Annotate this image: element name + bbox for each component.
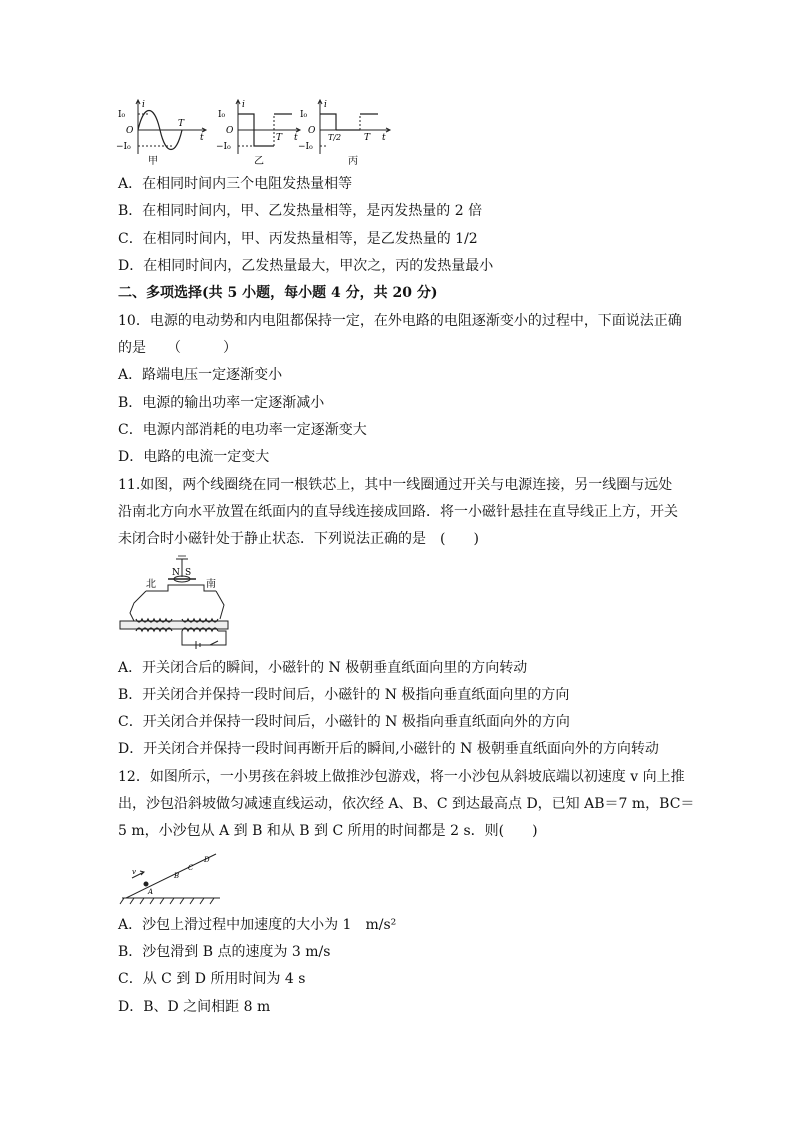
incline-a-label: A xyxy=(148,888,154,896)
q12-stem-line-3: 5 m，小沙包从 A 到 B 和从 B 到 C 所用的时间都是 2 s．则( ) xyxy=(118,823,538,839)
graph-jia-T: T xyxy=(178,119,185,129)
q12-option-d: D．B、D 之间相距 8 m xyxy=(118,999,271,1015)
q12-option-a: A．沙包上滑过程中加速度的大小为 1 m/s² xyxy=(118,917,397,933)
graph-bing-label: 丙 xyxy=(348,156,358,167)
graph-yi-T: T xyxy=(276,133,283,143)
q10-option-c: C．电源内部消耗的电功率一定逐渐变大 xyxy=(118,422,367,438)
q12-stem-line-1: 12．如图所示，一小男孩在斜坡上做推沙包游戏，将一小沙包从斜坡底端以初速度 v 向上推 xyxy=(118,769,685,785)
graph-jia xyxy=(136,100,206,154)
graph-yi-zero: O xyxy=(226,126,234,136)
q11-option-d: D．开关闭合并保持一段时间再断开后的瞬间,小磁针的 N 极朝垂直纸面向外的方向转动 xyxy=(118,741,659,757)
coil-compass-figure xyxy=(116,553,232,649)
compass-s-label: S xyxy=(185,568,192,578)
graph-bing xyxy=(318,100,390,154)
graph-bing-T: T xyxy=(364,133,371,143)
graph-bing-i0: I₀ xyxy=(300,110,308,120)
graph-jia-zero: O xyxy=(126,126,134,136)
q10-option-a: A．路端电压一定逐渐变小 xyxy=(118,367,283,383)
graph-bing-zero: O xyxy=(308,126,316,136)
graph-jia-neg-i0: −I₀ xyxy=(116,142,131,152)
south-label: 南 xyxy=(206,579,216,590)
q9-option-b: B．在相同时间内，甲、乙发热量相等，是丙发热量的 2 倍 xyxy=(118,203,483,219)
q9-option-a: A．在相同时间内三个电阻发热量相等 xyxy=(118,176,353,192)
incline-v-label: v xyxy=(132,868,136,876)
q12-option-b: B．沙包滑到 B 点的速度为 3 m/s xyxy=(118,944,331,960)
q12-stem-line-2: 出，沙包沿斜坡做匀减速直线运动，依次经 A、B、C 到达最高点 D，已知 AB＝7 m，BC＝ xyxy=(118,796,695,812)
incline-figure xyxy=(118,848,224,906)
graph-bing-t: t xyxy=(382,133,386,143)
incline-c-label: C xyxy=(188,864,194,872)
q9-option-d: D．在相同时间内，乙发热量最大，甲次之，丙的发热量最小 xyxy=(118,258,494,274)
graph-bing-neg-i0: −I₀ xyxy=(298,142,313,152)
q11-option-a: A．开关闭合后的瞬间，小磁针的 N 极朝垂直纸面向里的方向转动 xyxy=(118,660,528,676)
q11-option-b: B．开关闭合并保持一段时间后，小磁针的 N 极指向垂直纸面向里的方向 xyxy=(118,687,570,703)
graph-bing-i: i xyxy=(324,100,327,110)
q9-option-c: C．在相同时间内，甲、丙发热量相等，是乙发热量的 1/2 xyxy=(118,231,478,247)
q10-option-d: D．电路的电流一定变大 xyxy=(118,449,270,465)
compass-n-label: N xyxy=(172,568,180,578)
graph-yi-t: t xyxy=(294,133,298,143)
section-heading: 二、多项选择(共 5 小题，每小题 4 分，共 20 分) xyxy=(118,285,438,301)
graph-jia-i0: I₀ xyxy=(118,110,126,120)
graph-jia-i: i xyxy=(142,100,145,110)
q11-stem-line-1: 11.如图，两个线圈绕在同一根铁芯上，其中一线圈通过开关与电源连接，另一线圈与远处 xyxy=(118,477,673,493)
graph-jia-t: t xyxy=(200,133,204,143)
graph-bing-half-T: T/2 xyxy=(328,133,342,142)
q10-stem-line-2: 的是 （ ） xyxy=(118,340,237,356)
north-label: 北 xyxy=(146,579,156,590)
current-graphs-figure xyxy=(114,96,394,168)
graph-yi xyxy=(236,100,300,154)
q10-stem-line-1: 10．电源的电动势和内电阻都保持一定，在外电路的电阻逐渐变小的过程中，下面说法正确 xyxy=(118,313,682,329)
incline-b-label: B xyxy=(174,872,180,880)
graph-yi-neg-i0: −I₀ xyxy=(216,142,231,152)
q11-stem-line-3: 未闭合时小磁针处于静止状态．下列说法正确的是 ( ) xyxy=(118,531,479,547)
graph-yi-i0: I₀ xyxy=(218,110,226,120)
graph-yi-i: i xyxy=(242,100,245,110)
q11-option-c: C．开关闭合并保持一段时间后，小磁针的 N 极指向垂直纸面向外的方向 xyxy=(118,714,570,730)
incline-d-label: D xyxy=(204,856,210,864)
graph-yi-label: 乙 xyxy=(254,156,264,167)
graph-jia-label: 甲 xyxy=(148,156,158,167)
q10-option-b: B．电源的输出功率一定逐渐减小 xyxy=(118,395,325,411)
q12-option-c: C．从 C 到 D 所用时间为 4 s xyxy=(118,971,306,987)
q11-stem-line-2: 沿南北方向水平放置在纸面内的直导线连接成回路．将一小磁针悬挂在直导线正上方，开关 xyxy=(118,504,678,520)
